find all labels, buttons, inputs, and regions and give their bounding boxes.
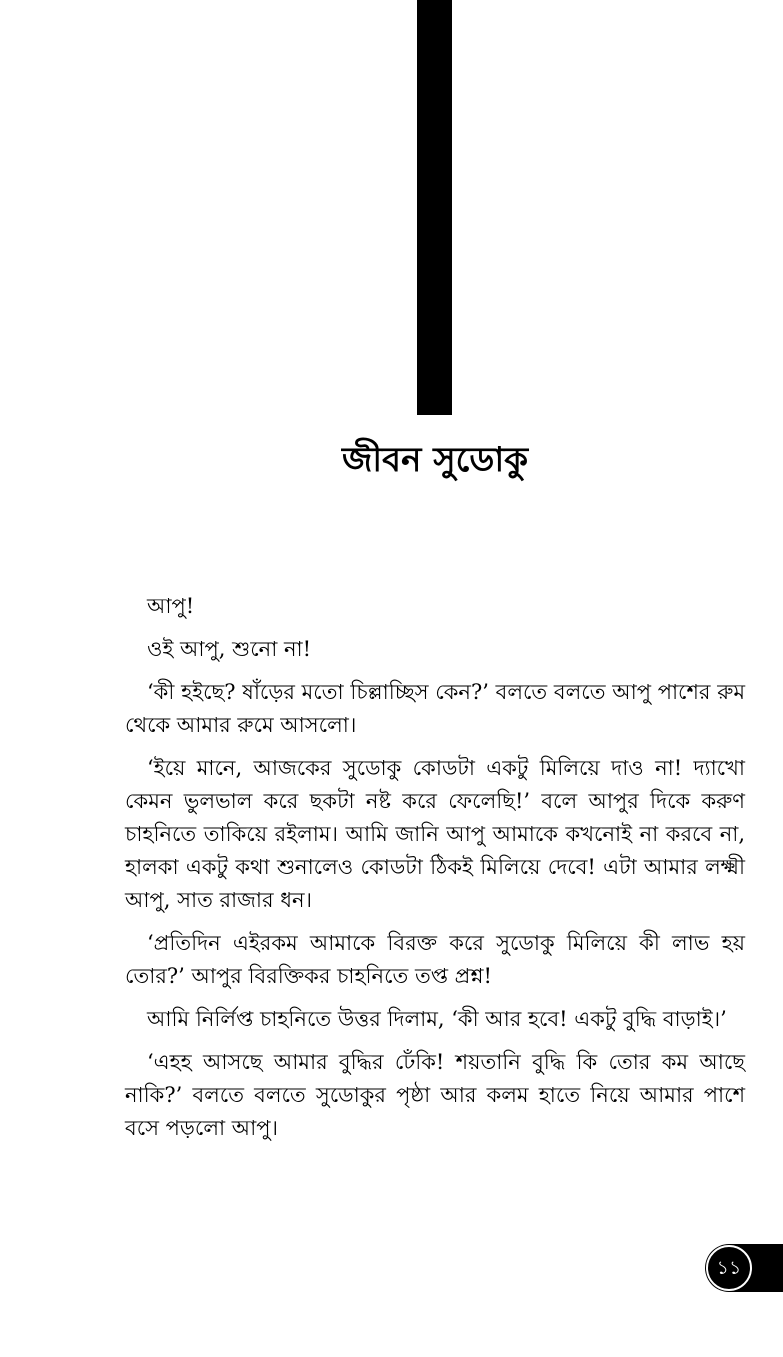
paragraph: ওই আপু, শুনো না! (147, 637, 312, 661)
paragraph: ‘ইয়ে মানে, আজকের সুডোকু কোডটা একটু মিলিয়ে দাও না! দ্যাখো কেমন ভুলভাল করে ছকটা নষ্ট করে ফেলেছি!’ বলে আপুর দিকে করুণ চাহনিতে তাকিয়ে রইলাম। আমি জানি আপু আমাকে কখনোই না করবে না, হালকা একটু কথা শুনালেও কোডটা ঠিকই মিলিয়ে দেবে! এটা আমার লক্ষ্মী আপু, সাত রাজার ধন। (125, 756, 745, 912)
paragraph: আমি নির্লিপ্ত চাহনিতে উত্তর দিলাম, ‘কী আর হবে! একটু বুদ্ধি বাড়াই।’ (147, 1007, 727, 1031)
chapter-title: জীবন সুডোকু (342, 440, 528, 480)
chapter-bar-decoration (417, 0, 452, 415)
paragraph: ‘এহহ আসছে আমার বুদ্ধির ঢেঁকি! শয়তানি বুদ্ধি কি তোর কম আছে নাকি?’ বলতে বলতে সুডোকুর পৃষ্ঠা আর কলম হাতে নিয়ে আমার পাশে বসে পড়লো আপু। (125, 1050, 745, 1140)
page-number: ১১ (706, 1245, 752, 1291)
paragraph: ‘প্রতিদিন এইরকম আমাকে বিরক্ত করে সুডোকু মিলিয়ে কী লাভ হয় তোর?’ আপুর বিরক্তিকর চাহনিতে তপ্ত প্রশ্ন! (125, 931, 745, 988)
body-text (125, 590, 745, 1155)
paragraph: ‘কী হইছে? ষাঁড়ের মতো চিল্লাচ্ছিস কেন?’ বলতে বলতে আপু পাশের রুম থেকে আমার রুমে আসলো। (125, 680, 745, 737)
paragraph: আপু! (147, 594, 195, 618)
